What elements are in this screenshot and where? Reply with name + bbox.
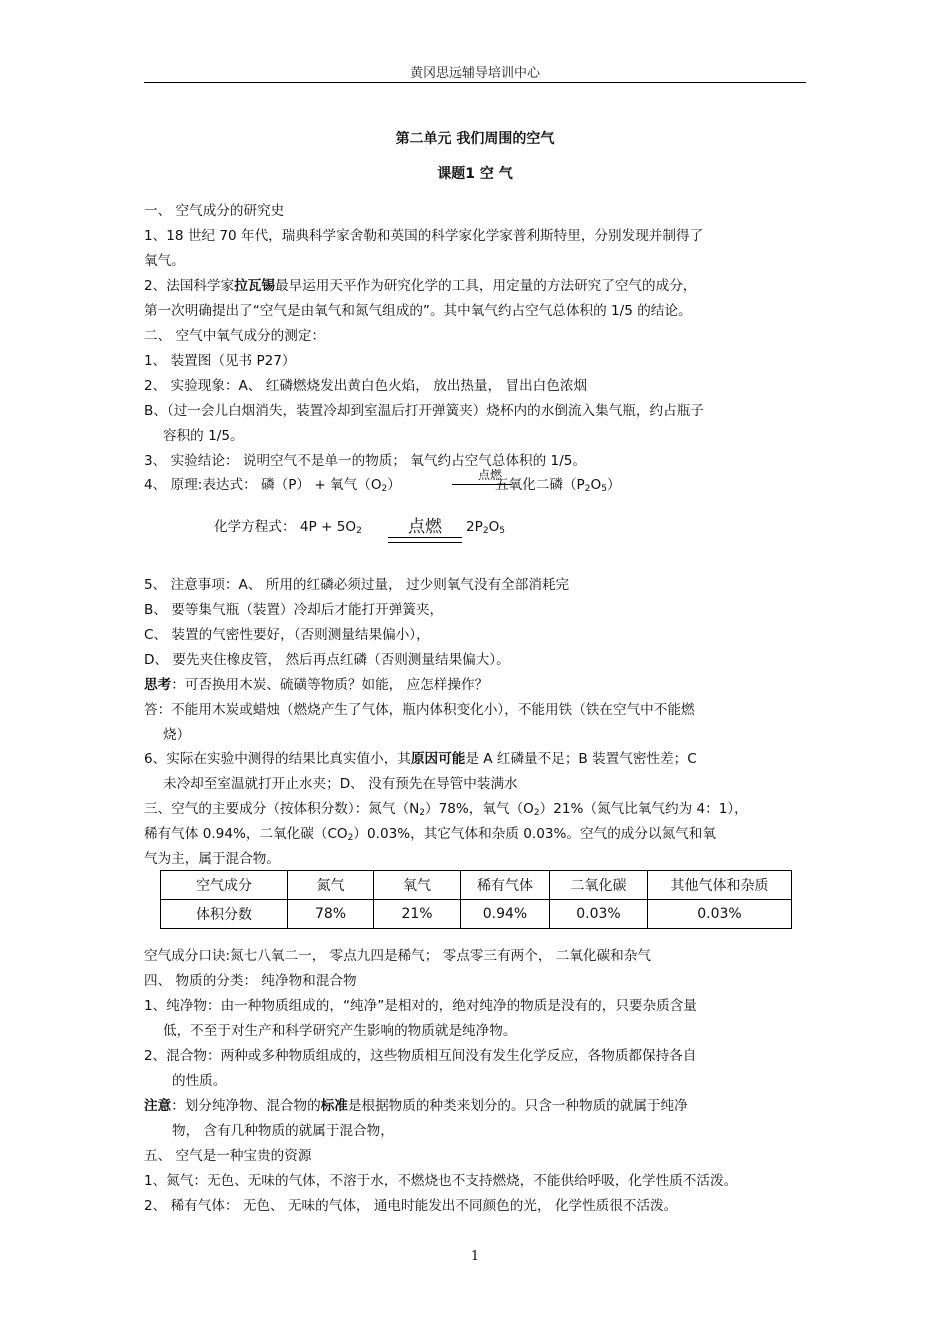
- equation-double-line-bottom: [388, 542, 462, 543]
- page-number: 1: [470, 1249, 480, 1264]
- table-header-cell: 其他气体和杂质: [648, 871, 792, 900]
- s6-suffix: 是 A 红磷量不足；B 装置气密性差；C: [465, 751, 697, 767]
- product-end: ）: [606, 477, 621, 493]
- note-line2: 物， 含有几种物质的就属于混合物，: [172, 1123, 394, 1139]
- eq-p-subscript: 2: [482, 526, 489, 536]
- note-prefix: ：划分纯净物、混合物的: [171, 1098, 321, 1114]
- note-label: 注意: [144, 1098, 172, 1114]
- answer-line1: 答：不能用木炭或蜡烛（燃烧产生了气体，瓶内体积变化小），不能用铁（铁在空气中不能燃: [144, 702, 695, 718]
- table-cell: 21%: [374, 900, 461, 929]
- header-rule: [144, 82, 806, 83]
- s5-notes-line4: D、 要先夹住橡皮管， 然后再点红磷（否则测量结果偏大）。: [144, 652, 510, 668]
- s1-paragraph1-line2: 氧气。: [144, 253, 185, 269]
- product-prefix: 五氧化二磷（P: [495, 477, 585, 493]
- s3b-prefix: 稀有气体 0.94%，二氧化碳（CO: [144, 826, 348, 842]
- note-bold: 标准: [320, 1098, 348, 1114]
- s3-line2: [144, 825, 716, 843]
- mnemonic: 空气成分口诀:氮七八氧二一， 零点九四是稀气； 零点零三有两个， 二氧化碳和杂气: [144, 948, 651, 964]
- table-row: [161, 900, 792, 929]
- s5-resource-line1: 1、氮气：无色、无味的气体，不溶于水，不燃烧也不支持燃烧，不能供给呼吸，化学性质不活泼。: [144, 1173, 738, 1189]
- table-cell: 体积分数: [161, 900, 288, 929]
- co2-subscript: 2: [347, 833, 354, 843]
- s2-line2: 2、 实验现象：A、 红磷燃烧发出黄白色火焰， 放出热量， 冒出白色浓烟: [144, 378, 588, 394]
- s1-paragraph2-line2: 第一次明确提出了“空气是由氧气和氮气组成的”。其中氧气约占空气总体积的 1/5 的结论。: [144, 303, 692, 319]
- table-header-cell: 氮气: [288, 871, 374, 900]
- s6-prefix: 6、实际在实验中测得的结果比真实值小，其: [144, 751, 411, 767]
- section4-heading: 四、 物质的分类： 纯净物和混合物: [144, 973, 357, 989]
- think-question: [144, 676, 488, 694]
- page-header: 黄冈思远辅导培训中心: [409, 66, 540, 81]
- section5-heading: 五、 空气是一种宝贵的资源: [144, 1148, 312, 1164]
- s4-line1-cont: 低，不至于对生产和科学研究产生影响的物质就是纯净物。: [163, 1023, 517, 1039]
- s3b-suffix: ）0.03%，其它气体和杂质 0.03%。空气的成分以氮气和氧: [353, 826, 716, 842]
- s3-line1: [144, 800, 748, 818]
- lavoisier-name: 拉瓦锡: [234, 278, 275, 294]
- s5-notes-line1: 5、 注意事项：A、 所用的红磷必须过量， 过少则氧气没有全部消耗完: [144, 577, 570, 593]
- table-cell: 0.94%: [461, 900, 550, 929]
- eq-o-subscript: 5: [499, 526, 506, 536]
- principle-condition: 点燃: [478, 468, 503, 482]
- equation-lhs: [214, 518, 362, 536]
- note-line1: [144, 1097, 688, 1115]
- s5-notes-line3: C、 装置的气密性要好，（否则测量结果偏小），: [144, 627, 430, 643]
- s1-p2-suffix: 最早运用天平作为研究化学的工具，用定量的方法研究了空气的成分，: [275, 278, 697, 294]
- principle-mid: ）: [387, 477, 401, 493]
- equation-double-line-top: [388, 537, 462, 538]
- table-cell: 0.03%: [550, 900, 648, 929]
- think-label: 思考: [144, 677, 172, 693]
- o-subscript: 5: [601, 484, 607, 494]
- table-cell: 78%: [288, 900, 374, 929]
- s6-bold: 原因可能: [410, 751, 466, 767]
- s2-line3: B、（过一会儿白烟消失，装置冷却到室温后打开弹簧夹）烧杯内的水倒流入集气瓶，约占瓶子: [144, 403, 704, 419]
- s3a-suffix: ）21%（氮气比氧气约为 4：1），: [539, 801, 748, 817]
- s3a-prefix: 三、空气的主要成分（按体积分数）：氮气（N: [144, 801, 420, 817]
- s4-line2: 2、混合物：两种或多种物质组成的，这些物质相互间没有发生化学反应，各物质都保持各自: [144, 1048, 697, 1064]
- o2-subscript-2: 2: [533, 808, 540, 818]
- principle-reactants: [144, 476, 401, 494]
- table-cell: 0.03%: [648, 900, 792, 929]
- air-composition-table: [160, 870, 792, 929]
- s1-paragraph2-line1: [144, 277, 696, 295]
- equation-label: 化学方程式： 4P + 5O: [214, 519, 357, 535]
- s6-line2: 未冷却至室温就打开止水夹；D、 没有预先在导管中装满水: [163, 776, 518, 792]
- equation-rhs: [466, 518, 505, 536]
- unit-title: 第二单元 我们周围的空气: [395, 131, 555, 147]
- s1-p2-prefix: 2、法国科学家: [144, 278, 235, 294]
- s5-resource-line2: 2、 稀有气体： 无色、 无味的气体， 通电时能发出不同颜色的光， 化学性质很不活泼。: [144, 1198, 678, 1214]
- equation-condition: 点燃: [408, 517, 442, 537]
- s1-paragraph1-line1: 1、18 世纪 70 年代，瑞典科学家舍勒和英国的科学家化学家普利斯特里，分别发现并制得了: [144, 228, 704, 244]
- s4-line2-cont: 的性质。: [172, 1073, 227, 1089]
- table-header-cell: 二氧化碳: [550, 871, 648, 900]
- table-header-cell: 稀有气体: [461, 871, 550, 900]
- section2-heading: 二、 空气中氧气成分的测定：: [144, 328, 326, 344]
- s6-line1: [144, 750, 697, 768]
- eq-product: 2P: [466, 519, 483, 535]
- s3a-mid: ）78%，氧气（O: [424, 801, 534, 817]
- eq-o2-subscript: 2: [356, 526, 362, 536]
- o2-subscript: 2: [381, 484, 388, 494]
- lesson-title: 课题1 空 气: [437, 166, 513, 182]
- eq-o: O: [488, 519, 500, 535]
- s5-notes-line2: B、 要等集气瓶（装置）冷却后才能打开弹簧夹，: [144, 602, 444, 618]
- s2-line1: 1、 装置图（见书 P27）: [144, 353, 296, 369]
- table-header-row: [161, 871, 792, 900]
- n2-subscript: 2: [419, 808, 425, 818]
- answer-line2: 烧）: [163, 727, 191, 743]
- section1-heading: 一、 空气成分的研究史: [144, 203, 285, 219]
- principle-prefix: 4、 原理:表达式： 磷（P） + 氧气（O: [144, 477, 382, 493]
- think-text: ：可否换用木炭、硫磺等物质？如能， 应怎样操作？: [171, 677, 489, 693]
- note-suffix: 是根据物质的种类来划分的。只含一种物质的就属于纯净: [347, 1098, 688, 1114]
- table-header-cell: 空气成分: [161, 871, 288, 900]
- s3-line3: 气为主，属于混合物。: [144, 851, 280, 867]
- s4-line1: 1、纯净物：由一种物质组成的，“纯净”是相对的，绝对纯净的物质是没有的，只要杂质含量: [144, 998, 697, 1014]
- table-header-cell: 氧气: [374, 871, 461, 900]
- s2-line4: 3、 实验结论： 说明空气不是单一的物质； 氧气约占空气总体积的 1/5。: [144, 453, 587, 469]
- product-o: O: [590, 477, 602, 493]
- p-subscript: 2: [584, 484, 591, 494]
- s2-line3-cont: 容积的 1/5。: [163, 428, 244, 444]
- principle-product: [495, 476, 621, 494]
